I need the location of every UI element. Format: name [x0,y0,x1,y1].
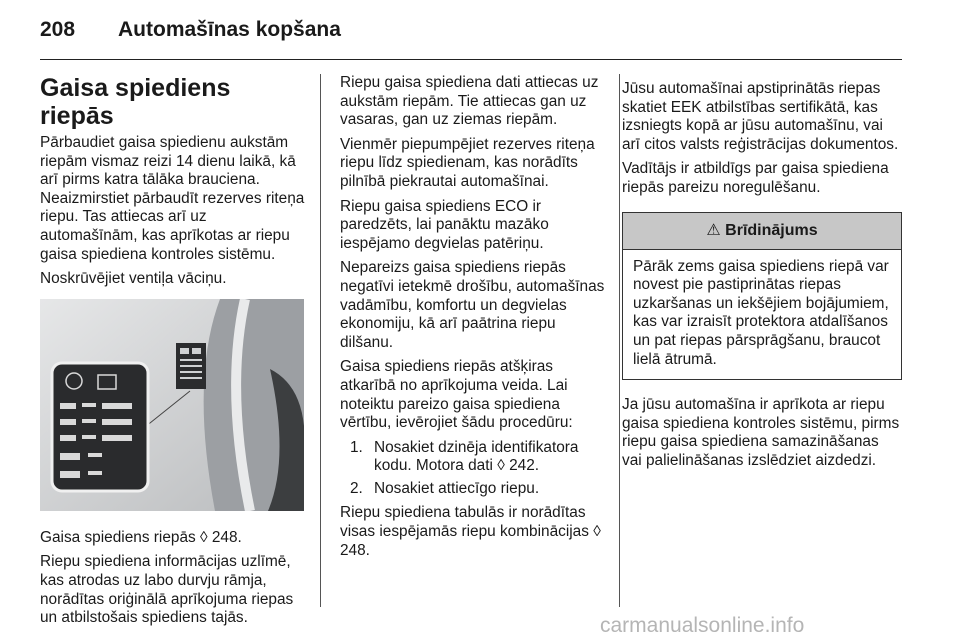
warning-text: Pārāk zems gaisa spiediens riepā var novest pie pastiprinātas riepas uzkaršanas un iekšējiem bojājumiem, kas var izraisīt protektora atdalīšanos un pat riepas pārsprāgšanu, braucot lielā ātrumā. [633,257,889,368]
column-divider-1 [320,74,321,607]
column-3 [622,80,902,477]
door-sticker-illustration [40,299,304,511]
paragraph: Vienmēr piepumpējiet rezerves riteņa riepu līdz spiedienam, kas norādīts pilnībā piekrautai automašīnai. [340,135,595,190]
column-1 [40,74,308,634]
page-number: 208 [40,18,76,41]
paragraph: Riepu gaisa spiediena dati attiecas uz aukstām riepām. Tie attiecas gan uz vasaras, gan uz ziemas riepām. [340,74,599,129]
paragraph: Vadītājs ir atbildīgs par gaisa spiediena riepās pareizu noregulēšanu. [622,160,889,196]
step-text: Nosakiet attiecīgo riepu. [374,479,540,497]
step-number: 2. [350,479,363,497]
paragraph: Ja jūsu automašīna ir aprīkota ar riepu gaisa spiediena kontroles sistēmu, pirms riepu gaisa spiediena samazināšanas vai palielināšanas izslēdziet aizdedzi. [622,396,900,469]
page-header [40,18,341,42]
header-rule [40,59,902,60]
list-item [340,439,610,476]
paragraph: Riepu spiediena tabulās ir norādītas visas iespējamās riepu kombinācijas ◊ 248. [340,504,601,559]
procedure-list [340,439,610,499]
paragraph: Nepareizs gaisa spiediens riepās negatīvi ietekmē drošību, automašīnas vadāmību, komfortu un degvielas ekonomiju, kā arī paātrina riepu dilšanu. [340,259,605,351]
column-divider-2 [619,74,620,607]
paragraph: Noskrūvējiet ventiļa vāciņu. [40,270,227,288]
paragraph: Gaisa spiediens riepās atšķiras atkarībā no aprīkojuma veida. Lai noteiktu pareizo gaisa spiediena vērtību, ievērojiet šādu procedūru: [340,358,573,432]
warning-title: Brīdinājums [725,221,818,239]
section-title: Gaisa spiediens riepās [40,74,231,130]
paragraph: Riepu gaisa spiediens ECO ir paredzēts, lai panāktu mazāko iespējamo degvielas patēriņu. [340,197,549,252]
chapter-title: Automašīnas kopšana [118,18,341,41]
step-number: 1. [350,438,363,456]
paragraph: Riepu spiediena informācijas uzlīmē, kas atrodas uz labo durvju rāmja, norādītas oriģinālā aprīkojuma riepas un atbilstošais spiediens tajās. [40,553,294,627]
figure-caption: Gaisa spiediens riepās ◊ 248. [40,528,242,546]
list-item [340,480,610,499]
warning-icon: ⚠ [706,221,721,239]
watermark: carmanualsonline.info [600,614,805,637]
paragraph: Pārbaudiet gaisa spiedienu aukstām riepām vismaz reizi 14 dienu laikā, kā arī pirms katra tālāka brauciena. Neaizmirstiet pārbaudīt rezerves riteņa riepu. Tas attiecas arī uz automašīnām, kas aprīkotas ar riepu gaisa spiediena kontroles sistēmu. [40,134,305,263]
warning-box [622,212,902,381]
step-text: Nosakiet dzinēja identifikatora kodu. Motora dati ◊ 242. [374,438,579,475]
warning-header [623,213,901,250]
door-sticker-photo [40,299,304,511]
column-2 [340,74,610,566]
paragraph: Jūsu automašīnai apstiprinātās riepas skatiet EEK atbilstības sertifikātā, kas izsniegts kopā ar jūsu automašīnu, vai arī citos valsts reģistrācijas dokumentos. [622,80,899,153]
